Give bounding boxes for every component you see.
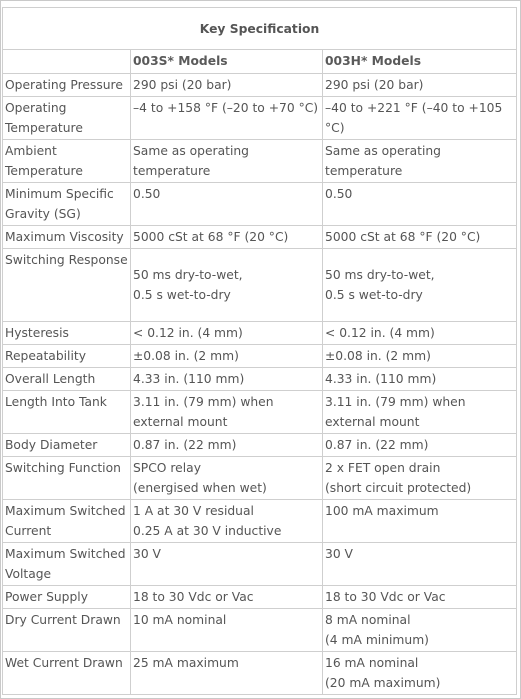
header-003s-models: 003S* Models (131, 50, 323, 74)
key-specification-table (2, 7, 517, 695)
cell-003s: 10 mA nominal (131, 609, 323, 652)
table-row (3, 97, 517, 140)
cell-003s: 290 psi (20 bar) (131, 74, 323, 97)
row-label: Hysteresis (3, 322, 131, 345)
table-row (3, 391, 517, 434)
cell-003s: SPCO relay (energised when wet) (131, 457, 323, 500)
table-row (3, 586, 517, 609)
row-label: Minimum Specific Gravity (SG) (3, 183, 131, 226)
header-003h-models: 003H* Models (323, 50, 517, 74)
table-row (3, 543, 517, 586)
row-label: Body Diameter (3, 434, 131, 457)
table-row (3, 457, 517, 500)
table-row (3, 249, 517, 322)
cell-003s: Same as operating temperature (131, 140, 323, 183)
table-row (3, 183, 517, 226)
table-row (3, 345, 517, 368)
row-label: Operating Pressure (3, 74, 131, 97)
title-row (3, 8, 517, 50)
cell-003h: –40 to +221 °F (–40 to +105 °C) (323, 97, 517, 140)
row-label: Maximum Viscosity (3, 226, 131, 249)
cell-003s: 1 A at 30 V residual 0.25 A at 30 V inductive (131, 500, 323, 543)
cell-003s: 50 ms dry-to-wet, 0.5 s wet-to-dry (131, 249, 323, 322)
cell-003h: < 0.12 in. (4 mm) (323, 322, 517, 345)
cell-003h: 2 x FET open drain (short circuit protected) (323, 457, 517, 500)
cell-003h: 5000 cSt at 68 °F (20 °C) (323, 226, 517, 249)
table-row (3, 609, 517, 652)
cell-003s: 3.11 in. (79 mm) when external mount (131, 391, 323, 434)
cell-003s: 5000 cSt at 68 °F (20 °C) (131, 226, 323, 249)
header-parameter (3, 50, 131, 74)
table-row (3, 434, 517, 457)
cell-003h: 0.87 in. (22 mm) (323, 434, 517, 457)
cell-003h: 50 ms dry-to-wet, 0.5 s wet-to-dry (323, 249, 517, 322)
table-title: Key Specification (3, 8, 517, 50)
cell-003s: 0.50 (131, 183, 323, 226)
cell-003h: 290 psi (20 bar) (323, 74, 517, 97)
table-row (3, 226, 517, 249)
row-label: Maximum Switched Voltage (3, 543, 131, 586)
table-row (3, 322, 517, 345)
table-row (3, 368, 517, 391)
cell-003h: 30 V (323, 543, 517, 586)
cell-003h: 18 to 30 Vdc or Vac (323, 586, 517, 609)
cell-003h: 4.33 in. (110 mm) (323, 368, 517, 391)
column-header-row (3, 50, 517, 74)
cell-003h: 16 mA nominal (20 mA maximum) (323, 652, 517, 695)
cell-003s: –4 to +158 °F (–20 to +70 °C) (131, 97, 323, 140)
cell-003h: ±0.08 in. (2 mm) (323, 345, 517, 368)
row-label: Repeatability (3, 345, 131, 368)
row-label: Switching Response (3, 249, 131, 322)
row-label: Overall Length (3, 368, 131, 391)
row-label: Dry Current Drawn (3, 609, 131, 652)
cell-003s: < 0.12 in. (4 mm) (131, 322, 323, 345)
row-label: Ambient Temperature (3, 140, 131, 183)
table-row (3, 140, 517, 183)
cell-003h: 3.11 in. (79 mm) when external mount (323, 391, 517, 434)
row-label: Operating Temperature (3, 97, 131, 140)
cell-003h: Same as operating temperature (323, 140, 517, 183)
cell-003s: 30 V (131, 543, 323, 586)
row-label: Power Supply (3, 586, 131, 609)
row-label: Maximum Switched Current (3, 500, 131, 543)
table-row (3, 74, 517, 97)
cell-003h: 0.50 (323, 183, 517, 226)
cell-003s: 25 mA maximum (131, 652, 323, 695)
cell-003s: 18 to 30 Vdc or Vac (131, 586, 323, 609)
cell-003s: 0.87 in. (22 mm) (131, 434, 323, 457)
cell-003s: ±0.08 in. (2 mm) (131, 345, 323, 368)
row-label: Wet Current Drawn (3, 652, 131, 695)
cell-003s: 4.33 in. (110 mm) (131, 368, 323, 391)
cell-003h: 8 mA nominal (4 mA minimum) (323, 609, 517, 652)
table-row (3, 652, 517, 695)
row-label: Length Into Tank (3, 391, 131, 434)
cell-003h: 100 mA maximum (323, 500, 517, 543)
table-row (3, 500, 517, 543)
row-label: Switching Function (3, 457, 131, 500)
